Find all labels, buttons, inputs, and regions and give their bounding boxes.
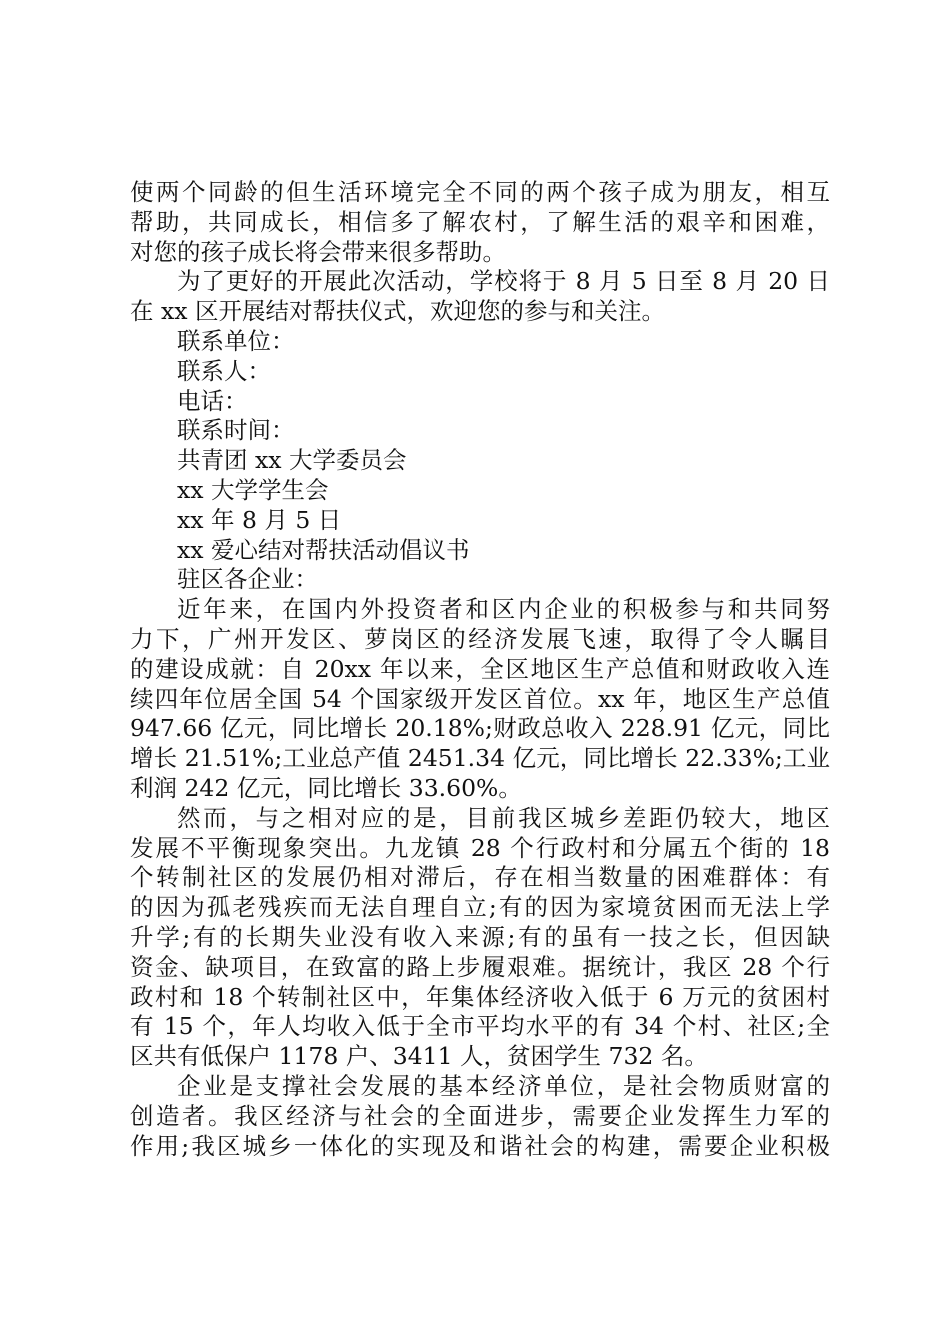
signature-org-league: 共青团 xx 大学委员会: [177, 446, 407, 475]
text-line: 使两个同龄的但生活环境完全不同的两个孩子成为朋友，相互: [130, 178, 830, 206]
signature-date: xx 年 8 月 5 日: [177, 505, 342, 534]
text-line: 在 xx 区开展结对帮扶仪式，欢迎您的参与和关注。: [130, 297, 665, 326]
document-page: [130, 178, 830, 1161]
text-line: 区共有低保户 1178 户、3411 人，贫困学生 732 名。: [130, 1042, 708, 1071]
text-line: 对您的孩子成长将会带来很多帮助。: [130, 237, 506, 266]
text-line: 增长 21.51%;工业总产值 2451.34 亿元，同比增长 22.33%;工业: [130, 744, 830, 773]
proposal-title: xx 爱心结对帮扶活动倡议书: [177, 535, 470, 564]
paragraph-activity-schedule: [130, 267, 830, 327]
text-line: 发展不平衡现象突出。九龙镇 28 个行政村和分属五个街的 18: [130, 833, 830, 862]
contact-time-label: 联系时间：: [177, 416, 295, 445]
contact-unit-label: 联系单位：: [177, 326, 295, 355]
text-line: 为了更好的开展此次活动，学校将于 8 月 5 日至 8 月 20 日: [177, 267, 830, 296]
paragraph-urban-rural-gap: [130, 804, 830, 1072]
paragraph-development-achievements: [130, 595, 830, 804]
text-line: 作用;我区城乡一体化的实现及和谐社会的构建，需要企业积极: [130, 1131, 830, 1160]
text-line: 的因为孤老残疾而无法自理自立;有的因为家境贫困而无法上学: [130, 893, 830, 922]
text-line: 有 15 个，年人均收入低于全市平均水平的有 34 个村、社区;全: [130, 1012, 830, 1041]
text-line: 利润 242 亿元，同比增长 33.60%。: [130, 773, 522, 802]
text-line: 个转制社区的发展仍相对滞后，存在相当数量的困难群体：有: [130, 863, 830, 892]
text-line: 升学;有的长期失业没有收入来源;有的虽有一技之长，但因缺: [130, 922, 830, 951]
phone-label: 电话：: [177, 386, 248, 415]
text-line: 创造者。我区经济与社会的全面进步，需要企业发挥生力军的: [130, 1101, 830, 1130]
text-line: 续四年位居全国 54 个国家级开发区首位。xx 年，地区生产总值: [130, 684, 830, 713]
text-line: 资金、缺项目，在致富的路上步履艰难。据统计，我区 28 个行: [130, 952, 830, 981]
text-line: 然而，与之相对应的是，目前我区城乡差距仍较大，地区: [177, 803, 830, 832]
text-line: 的建设成就：自 20xx 年以来，全区地区生产总值和财政收入连: [130, 654, 830, 683]
text-line: 政村和 18 个转制社区中，年集体经济收入低于 6 万元的贫困村: [130, 982, 830, 1011]
text-line: 近年来，在国内外投资者和区内企业的积极参与和共同努: [177, 595, 830, 624]
paragraph-intro-continued: [130, 178, 830, 267]
paragraph-enterprise-role: [130, 1072, 830, 1161]
salutation: 驻区各企业：: [177, 565, 318, 594]
text-line: 企业是支撑社会发展的基本经济单位，是社会物质财富的: [177, 1071, 830, 1100]
text-line: 947.66 亿元，同比增长 20.18%;财政总收入 228.91 亿元，同比: [130, 714, 830, 743]
contact-person-label: 联系人：: [177, 356, 271, 385]
text-line: 力下，广州开发区、萝岗区的经济发展飞速，取得了令人瞩目: [130, 624, 830, 653]
signature-org-student-union: xx 大学学生会: [177, 475, 329, 504]
text-line: 帮助，共同成长，相信多了解农村，了解生活的艰辛和困难，: [130, 207, 830, 236]
